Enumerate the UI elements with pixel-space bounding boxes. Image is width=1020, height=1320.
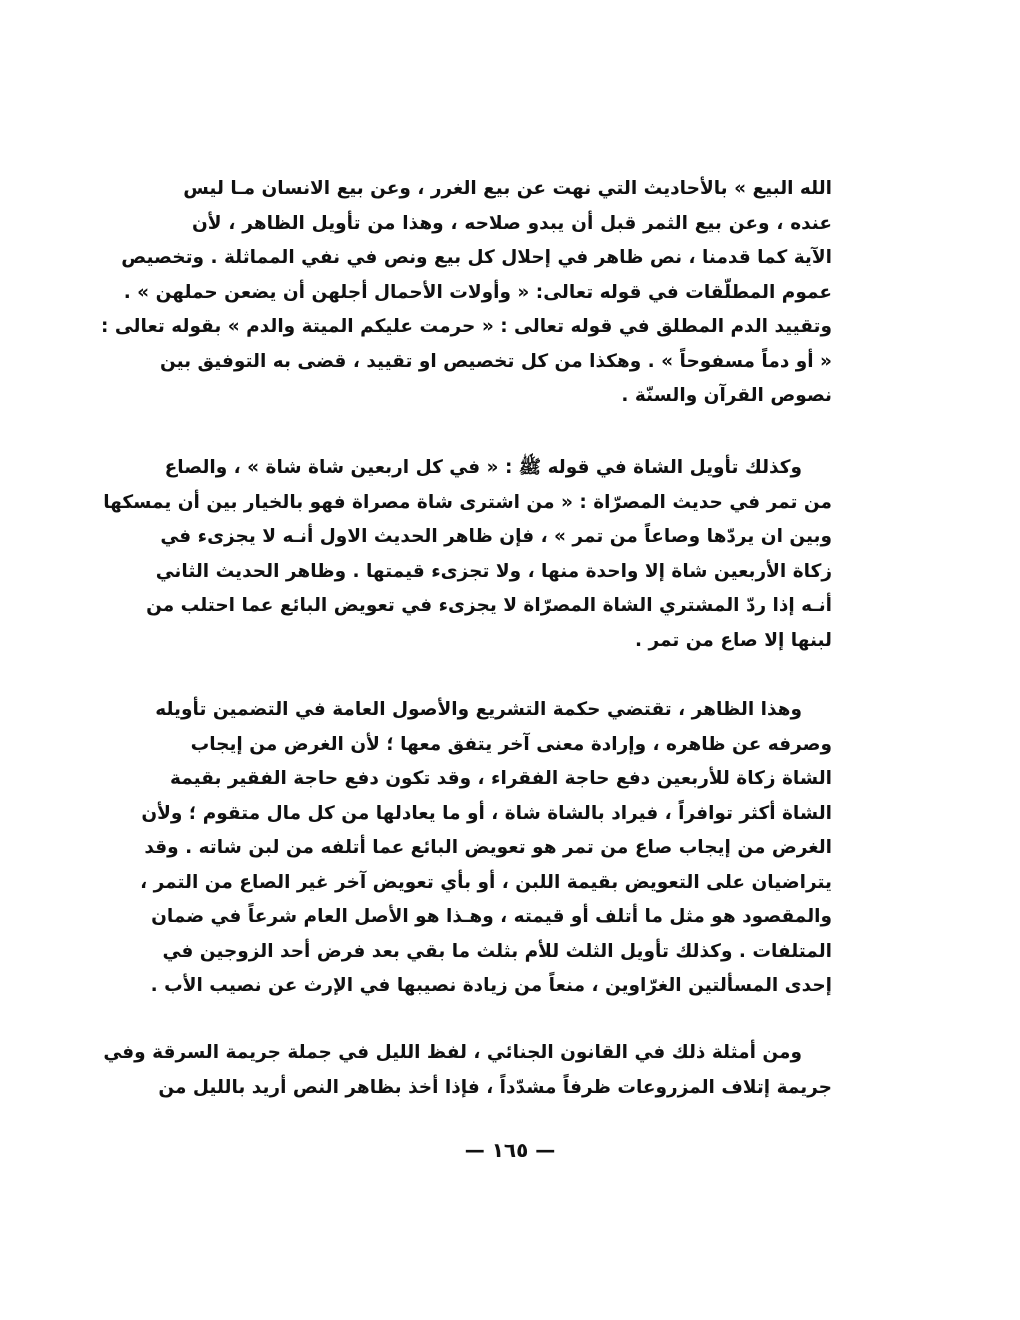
text-line: جريمة إتلاف المزروعات ظرفاً مشدّداً ، فإذا أخذ بظاهر النص أريد بالليل من xyxy=(158,1076,832,1098)
text-line: وكذلك تأويل الشاة في قوله ﷺ : « في كل اربعين شاة شاة » ، والصاع xyxy=(164,457,802,478)
paragraph-4 xyxy=(103,1036,832,1105)
text-line: ومن أمثلة ذلك في القانون الجنائي ، لفظ الليل في جملة جريمة السرقة وفي xyxy=(103,1042,802,1063)
text-line: الغرض من إيجاب صاع من تمر هو تعويض البائع عما أتلفه من لبن شاته . وقد xyxy=(144,837,832,858)
page-number: — ١٦٥ — xyxy=(464,1138,556,1162)
text-line: أنـه إذا ردّ المشتري الشاة المصرّاة لا يجزىء في تعويض البائع عما احتلب من xyxy=(146,595,832,616)
text-line: المتلفات . وكذلك تأويل الثلث للأم بثلث ما بقي بعد فرض أحد الزوجين في xyxy=(162,940,832,962)
text-line: نصوص القرآن والسنّة . xyxy=(621,385,832,406)
text-line: عموم المطلّقات في قوله تعالى: « وأولات الأحمال أجلهن أن يضعن حملهن » . xyxy=(123,281,832,303)
text-line: وهذا الظاهر ، تقتضي حكمة التشريع والأصول العامة في التضمين تأويله xyxy=(155,699,802,720)
text-line: من تمر في حديث المصرّاة : « من اشترى شاة مصراة فهو بالخيار بين أن يمسكها xyxy=(103,491,832,513)
text-line: الله البيع » بالأحاديث التي نهت عن بيع الغرر ، وعن بيع الانسان مـا ليس xyxy=(183,178,832,199)
text-line: الشاة زكاة للأربعين دفع حاجة الفقراء ، وقد تكون دفع حاجة الفقير بقيمة xyxy=(170,768,832,789)
text-line: الشاة أكثر توافراً ، فيراد بالشاة شاة ، أو ما يعادلها من كل مال متقوم ؛ ولأن xyxy=(141,802,832,824)
paragraph-3 xyxy=(140,693,832,1004)
text-line: زكاة الأربعين شاة إلا واحدة منها ، ولا تجزىء قيمتها . وظاهر الحديث الثاني xyxy=(155,560,832,582)
text-line: والمقصود هو مثل ما أتلف أو قيمته ، وهـذا هو الأصل العام شرعاً في ضمان xyxy=(151,906,832,927)
text-line: وتقييد الدم المطلق في قوله تعالى : « حرمت عليكم الميتة والدم » بقوله تعالى : xyxy=(101,316,832,337)
paragraph-1 xyxy=(101,172,832,414)
text-line: يتراضيان على التعويض بقيمة اللبن ، أو بأي تعويض آخر غير الصاع من التمر ، xyxy=(140,871,832,893)
text-line: وصرفه عن ظاهره ، وإرادة معنى آخر يتفق معها ؛ لأن الغرض من إيجاب xyxy=(190,733,832,755)
text-line: لبنها إلا صاع من تمر . xyxy=(635,629,832,651)
text-line: « أو دماً مسفوحاً » . وهكذا من كل تخصيص او تقييد ، قضى به التوفيق بين xyxy=(159,350,832,372)
text-line: إحدى المسألتين الغرّاوين ، منعاً من زيادة نصيبها في الإرث عن نصيب الأب . xyxy=(150,975,832,996)
text-line: الآية كما قدمنا ، نص ظاهر في إحلال كل بيع ونص في نفي المماثلة . وتخصيص xyxy=(121,247,832,268)
paragraph-2 xyxy=(103,451,832,658)
text-line: وبين ان يردّها وصاعاً من تمر » ، فإن ظاهر الحديث الاول أنـه لا يجزىء في xyxy=(160,526,832,547)
text-line: عنده ، وعن بيع الثمر قبل أن يبدو صلاحه ، وهذا من تأويل الظاهر ، لأن xyxy=(192,212,832,234)
